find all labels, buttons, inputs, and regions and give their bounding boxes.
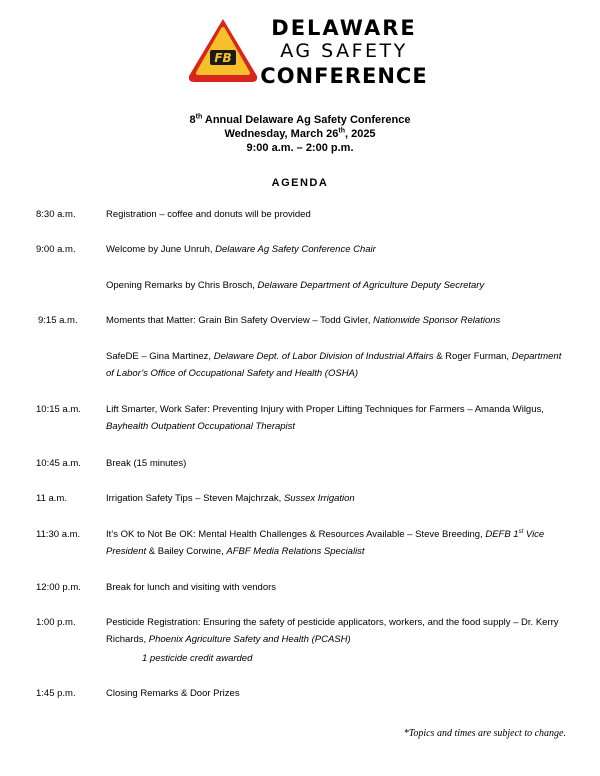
agenda-time: 10:45 a.m. [36, 458, 81, 469]
logo-icon-letters: FB [214, 51, 232, 65]
agenda-item-grain-bin: Moments that Matter: Grain Bin Safety Overview – Todd Givler, Nationwide Sponsor Relations [106, 315, 501, 326]
agenda-item-break: Break (15 minutes) [106, 458, 187, 469]
agenda-time: 10:15 a.m. [36, 404, 81, 415]
logo-line-delaware: DELAWARE [271, 16, 417, 40]
event-header [0, 113, 600, 155]
agenda-item-irrigation: Irrigation Safety Tips – Steven Majchrzak, Sussex Irrigation [106, 493, 355, 504]
agenda-item-mental-health: It’s OK to Not Be OK: Mental Health Challenges & Resources Available – Steve Breeding, DEFB 1st Vice President & Bailey Corwine, AFBF Media Relations Specialist [106, 528, 545, 557]
agenda-heading: AGENDA [271, 177, 329, 189]
agenda-time: 1:45 p.m. [36, 688, 76, 699]
conference-logo [186, 16, 426, 104]
agenda-item-opening-remarks: Opening Remarks by Chris Brosch, Delaware Department of Agriculture Deputy Secretary [106, 280, 485, 291]
pesticide-credit-note: 1 pesticide credit awarded [142, 653, 253, 664]
agenda-item-registration: Registration – coffee and donuts will be provided [106, 209, 311, 220]
agenda-time: 1:00 p.m. [36, 617, 76, 628]
event-title: 8th Annual Delaware Ag Safety Conference [189, 113, 411, 126]
logo-wordmark [244, 16, 444, 89]
agenda-item-lunch: Break for lunch and visiting with vendors [106, 582, 277, 593]
agenda-item-lift-smarter: Lift Smarter, Work Safer: Preventing Injury with Proper Lifting Techniques for Farmers – Amanda Wilgus, Bayhealth Outpatient Occupational Therapist [106, 404, 544, 432]
logo-line-ag-safety: AG SAFETY [280, 40, 408, 62]
agenda-time: 12:00 p.m. [36, 582, 81, 593]
agenda-item-closing: Closing Remarks & Door Prizes [106, 688, 240, 699]
agenda-time: 8:30 a.m. [36, 209, 76, 220]
agenda-item-welcome: Welcome by June Unruh, Delaware Ag Safety Conference Chair [106, 244, 376, 255]
logo-line-conference: CONFERENCE [260, 64, 428, 88]
event-time: 9:00 a.m. – 2:00 p.m. [246, 142, 354, 154]
agenda-item-pesticide: Pesticide Registration: Ensuring the safety of pesticide applicators, workers, and the food supply – Dr. Kerry Richards, Phoenix Agriculture Safety and Health (PCASH) [106, 617, 559, 645]
event-date: Wednesday, March 26th, 2025 [224, 127, 376, 140]
agenda-time: 9:15 a.m. [38, 315, 78, 326]
footnote-subject-to-change: *Topics and times are subject to change. [403, 728, 566, 739]
agenda-time: 9:00 a.m. [36, 244, 76, 255]
agenda-item-safede: SafeDE – Gina Martinez, Delaware Dept. of Labor Division of Industrial Affairs & Roger Furman, Department of Labor’s Office of Occupational Safety and Health (OSHA) [106, 351, 562, 379]
agenda-time: 11 a.m. [36, 493, 67, 504]
agenda-time: 11:30 a.m. [36, 529, 81, 540]
